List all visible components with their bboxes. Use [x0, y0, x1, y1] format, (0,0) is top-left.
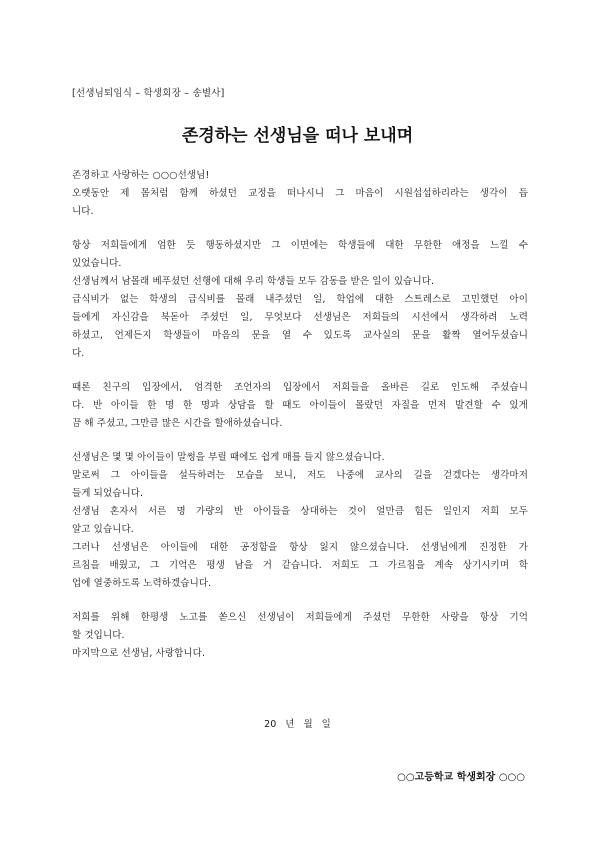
text-line: 들게 되었습니다.	[72, 488, 144, 499]
text-line: 그러나 선생님은 아이들에 대한 공정함을 항상 잃지 않으셨습니다. 선생님에게 진정한 가	[72, 542, 528, 553]
text-line: 니다.	[72, 206, 94, 217]
document-title: 존경하는 선생님을 떠나 보내며	[181, 126, 414, 146]
text-line: 선생님 혼자서 서른 명 가량의 반 아이들을 상대하는 것이 얼만큼 힘든 일인지 저희 모두	[72, 506, 528, 517]
document-date: 20 년 월 일	[264, 719, 331, 730]
paragraph	[72, 609, 528, 663]
document-body	[72, 167, 528, 679]
text-line: 선생님께서 남몰래 베푸셨던 선행에 대해 우리 학생들 모두 감동을 받은 일이 있습니다.	[72, 276, 435, 287]
text-line: 선생님은 몇 몇 아이들이 말썽을 부릴 때에도 쉽게 매를 들지 않으셨습니다.	[72, 452, 385, 463]
text-line: 저희를 위해 한평생 노고를 쏟으신 선생님이 저희들에게 주셨던 무한한 사랑을 항상 기억	[72, 612, 528, 623]
text-line: 업에 열중하도록 노력하겠습니다.	[72, 578, 212, 589]
text-line: 르침을 배웠고, 그 기억은 평생 남을 거 같습니다. 저희도 그 가르침을 계속 상기시키며 학	[72, 560, 528, 571]
text-line: 다.	[72, 348, 85, 359]
paragraph	[72, 449, 528, 593]
text-line: 다. 반 아이들 한 명 한 명과 상담을 할 때도 아이들이 몰랐던 자질을 먼저 발견할 수 있게	[72, 400, 528, 411]
paragraph	[72, 379, 528, 433]
text-line: 하셨고, 언제든지 학생들이 마음의 문을 열 수 있도록 교사실의 문을 활짝 열어두셨습니	[72, 330, 528, 341]
text-line: 때론 친구의 입장에서, 엄격한 조언자의 입장에서 저희들을 올바른 길로 인도해 주셨습니	[72, 382, 528, 393]
text-line: 급식비가 없는 학생의 급식비를 몰래 내주셨던 일, 학업에 대한 스트레스로 고민했던 아이	[72, 294, 528, 305]
document-category: [선생님퇴임식 – 학생회장 – 송별사]	[72, 88, 225, 99]
text-line: 항상 저희들에게 엄한 듯 행동하셨지만 그 이면에는 학생들에 대한 무한한 애정을 느낄 수	[72, 240, 528, 251]
paragraph	[72, 167, 528, 221]
text-line: 할 것입니다.	[72, 630, 125, 641]
text-line: 들에게 자신감을 북돋아 주셨던 일, 무엇보다 선생님은 저희들의 시선에서 생각하려 노력	[72, 312, 528, 323]
text-line: 알고 있습니다.	[72, 524, 134, 535]
text-line: 있었습니다.	[72, 258, 122, 269]
text-line: 끔 해 주셨고, 그만큼 많은 시간을 할애하셨습니다.	[72, 418, 283, 429]
text-line: 마지막으로 선생님, 사랑합니다.	[72, 648, 206, 659]
text-line: 오랫동안 제 몸처럼 함께 하셨던 교정을 떠나시니 그 마음이 시원섭섭하리라는 생각이 듭	[72, 188, 528, 199]
text-line: 존경하고 사랑하는 ○○○선생님!	[72, 170, 210, 181]
document-signature: ○○고등학교 학생회장 ○○○	[397, 772, 525, 783]
text-line: 말로써 그 아이들을 설득하려는 모습을 보니, 저도 나중에 교사의 길을 걷겠다는 생각마저	[72, 470, 528, 481]
paragraph	[72, 237, 528, 363]
